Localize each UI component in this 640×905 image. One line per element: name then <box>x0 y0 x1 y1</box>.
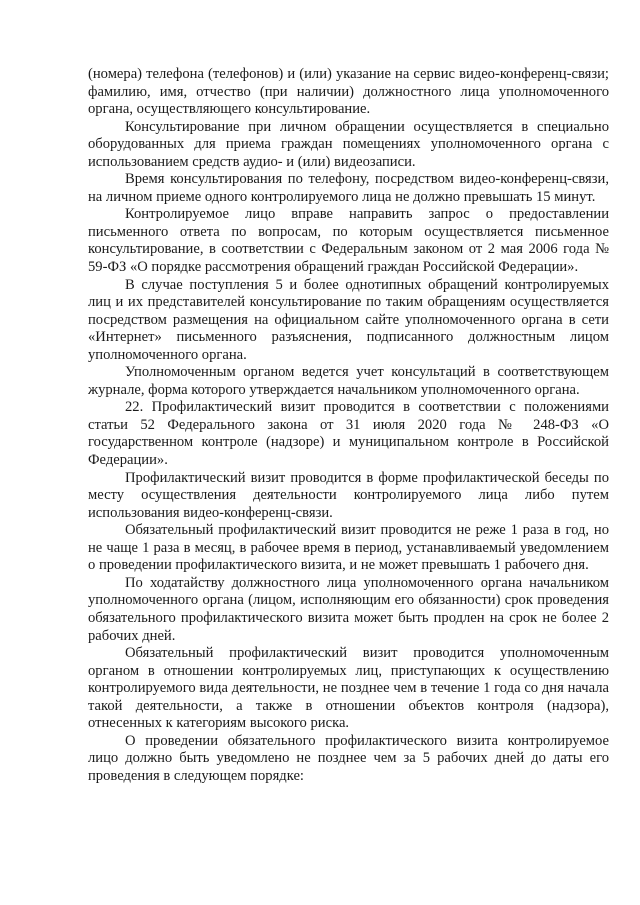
paragraph-mandatory-visit-scope: Обязательный профилактический визит проводится уполномоченным органом в отношении контролируемых лиц, приступающих к осуществлению контролируемого вида деятельности, не позднее чем в течение 1 года со дня начала такой деятельности, а также в отношении объектов контроля (надзора), отнесенных к категориям высокого риска. <box>88 645 609 732</box>
paragraph-notification-procedure: О проведении обязательного профилактического визита контролируемое лицо должно быть уведомлено не позднее чем за 5 рабочих дней до даты его проведения в следующем порядке: <box>88 732 609 784</box>
paragraph-visit-extension: По ходатайству должностного лица уполномоченного органа начальником уполномоченного органа (лицом, исполняющим его обязанности) срок проведения обязательного профилактического визита может быть продлен на срок не более 2 рабочих дней. <box>88 574 609 644</box>
paragraph-consultation-time: Время консультирования по телефону, посредством видео-конференц-связи, на личном приеме одного контролируемого лица не должно превышать 15 минут. <box>88 171 609 205</box>
paragraph-similar-requests: В случае поступления 5 и более однотипных обращений контролируемых лиц и их представителей консультирование по таким обращениям осуществляется посредством размещения на официальном сайте уполномоченного органа в сети «Интернет» письменного разъяснения, подписанного должностным лицом уполномоченного органа. <box>88 276 609 363</box>
paragraph-section-22: 22. Профилактический визит проводится в соответствии с положениями статьи 52 Федерального закона от 31 июля 2020 года № 248-ФЗ «О государственном контроле (надзоре) и муниципальном контроле в Российской Федерации». <box>88 399 609 469</box>
document-body <box>88 66 609 785</box>
paragraph-visit-form: Профилактический визит проводится в форме профилактической беседы по месту осуществления деятельности контролируемого лица либо путем использования видео-конференц-связи. <box>88 469 609 521</box>
paragraph-personal-consultation: Консультирование при личном обращении осуществляется в специально оборудованных для приема граждан помещениях уполномоченного органа с использованием средств аудио- и (или) видеозаписи. <box>88 118 609 170</box>
paragraph-written-request: Контролируемое лицо вправе направить запрос о предоставлении письменного ответа по вопросам, по которым осуществляется письменное консультирование, в соответствии с Федеральным законом от 2 мая 2006 года № 59-ФЗ «О порядке рассмотрения обращений граждан Российской Федерации». <box>88 206 609 276</box>
paragraph-consultation-log: Уполномоченным органом ведется учет консультаций в соответствующем журнале, форма которого утверждается начальником уполномоченного органа. <box>88 364 609 398</box>
paragraph-mandatory-visit-frequency: Обязательный профилактический визит проводится не реже 1 раза в год, но не чаще 1 раза в месяц, в рабочее время в период, устанавливаемый уведомлением о проведении профилактического визита, и не может превышать 1 рабочего дня. <box>88 522 609 574</box>
paragraph-contact-details: (номера) телефона (телефонов) и (или) указание на сервис видео-конференц-связи; фамилию, имя, отчество (при наличии) должностного лица уполномоченного органа, осуществляющего консультирование. <box>88 66 609 118</box>
